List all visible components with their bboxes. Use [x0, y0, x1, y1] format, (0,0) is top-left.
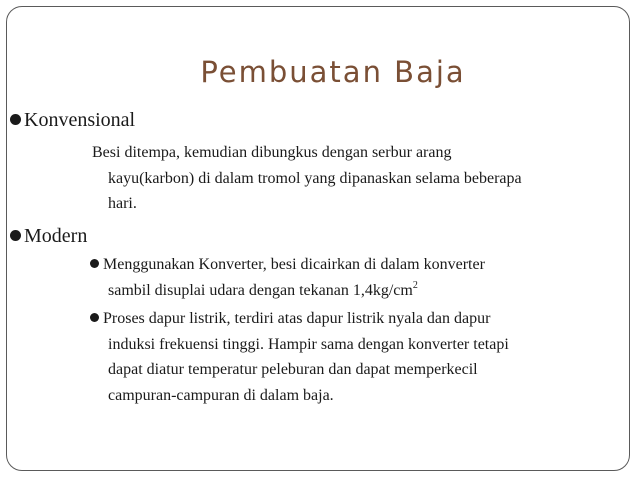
sub-bullet-line	[108, 280, 418, 302]
bullet-label: Konvensional	[24, 109, 136, 131]
bullet-icon	[90, 259, 99, 268]
sub-bullet-line: Proses dapur listrik, terdiri atas dapur listrik nyala dan dapur	[103, 310, 491, 327]
description-line: hari.	[108, 195, 137, 212]
sub-bullet-item	[90, 308, 490, 330]
bullet-item-modern	[10, 224, 87, 248]
bullet-item-konvensional	[10, 108, 135, 132]
superscript: 2	[412, 279, 418, 291]
sub-bullet-line: induksi frekuensi tinggi. Hampir sama dengan konverter tetapi	[108, 336, 509, 353]
sub-bullet-text: sambil disuplai udara dengan tekanan 1,4kg/cm	[108, 282, 413, 299]
description-line: Besi ditempa, kemudian dibungkus dengan serbur arang	[92, 144, 452, 161]
bullet-icon	[90, 313, 99, 322]
sub-bullet-line: Menggunakan Konverter, besi dicairkan di dalam konverter	[103, 256, 485, 273]
sub-bullet-line: campuran-campuran di dalam baja.	[108, 387, 334, 404]
bullet-label: Modern	[24, 225, 88, 247]
sub-bullet-line: dapat diatur temperatur peleburan dan dapat memperkecil	[108, 361, 478, 378]
bullet-icon	[10, 114, 21, 125]
slide-title: Pembuatan Baja	[200, 55, 466, 89]
description-line: kayu(karbon) di dalam tromol yang dipanaskan selama beberapa	[108, 170, 522, 187]
sub-bullet-item	[90, 254, 485, 276]
bullet-icon	[10, 230, 21, 241]
